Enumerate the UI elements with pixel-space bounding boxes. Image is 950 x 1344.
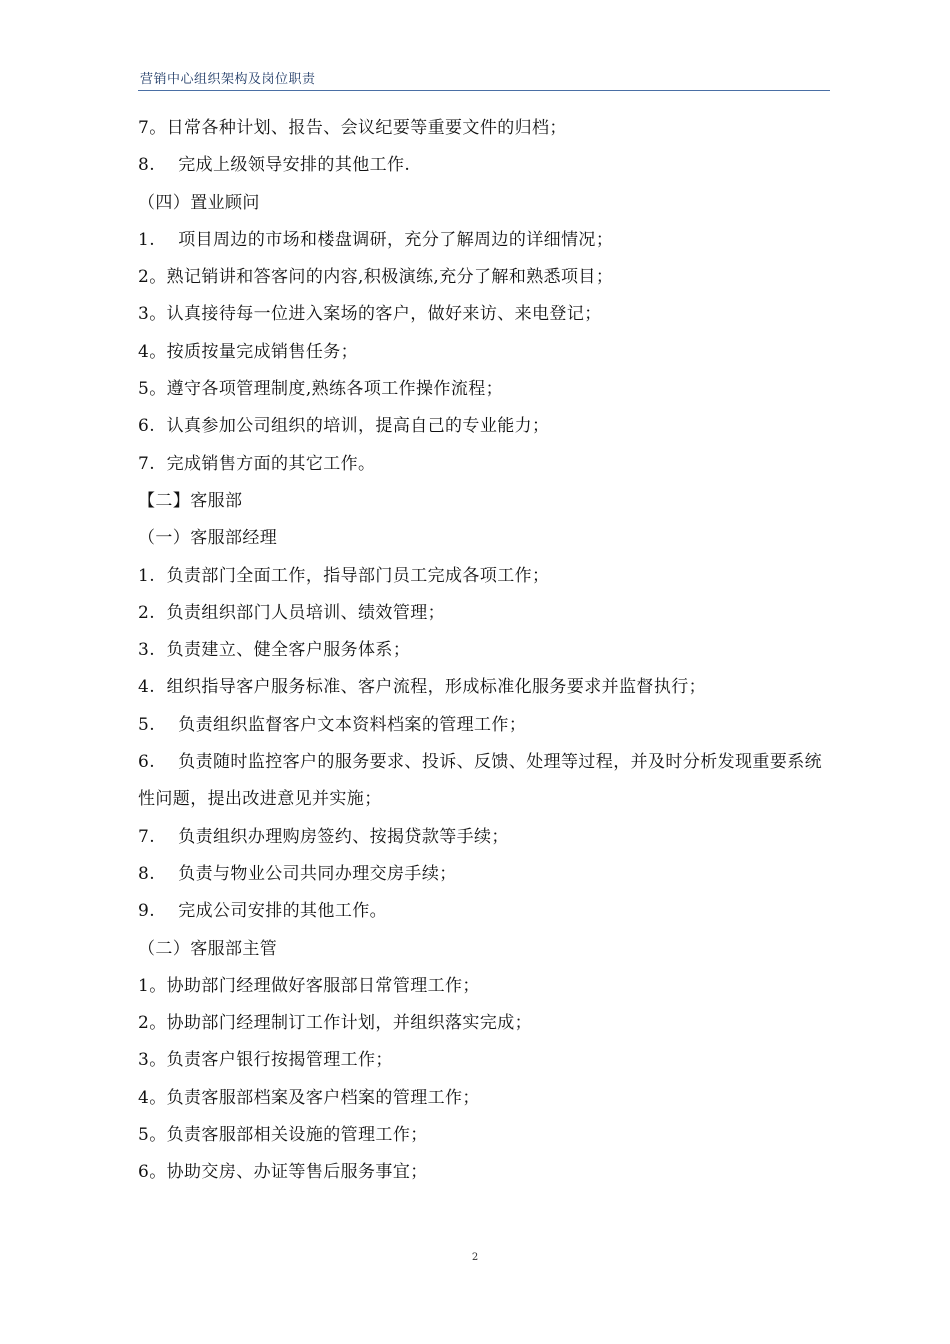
section-subheading: （四）置业顾问: [138, 192, 260, 213]
text-line: 4。负责客服部档案及客户档案的管理工作；: [138, 1087, 480, 1108]
text-line: 5。遵守各项管理制度,熟练各项工作操作流程；: [138, 379, 504, 400]
text-line-wrapped: 6. 负责随时监控客户的服务要求、投诉、反馈、处理等过程，并及时分析发现重要系统性问题，提出改进意见并实施；: [138, 752, 823, 810]
header-title: 营销中心组织架构及岗位职责: [140, 72, 316, 87]
text-line: 7. 完成销售方面的其它工作。: [138, 453, 376, 474]
text-line: 2。熟记销讲和答客问的内容,积极演练,充分了解和熟悉项目；: [138, 267, 614, 288]
page-number: 2: [471, 1252, 479, 1263]
text-line: 8. 完成上级领导安排的其他工作.: [138, 155, 411, 176]
text-line: 3. 负责建立、健全客户服务体系；: [138, 640, 411, 661]
text-line: 1. 项目周边的市场和楼盘调研，充分了解周边的详细情况；: [138, 229, 614, 250]
section-heading: 【二】客服部: [138, 490, 243, 511]
text-line: 9. 完成公司安排的其他工作。: [138, 901, 388, 922]
text-line: 2. 负责组织部门人员培训、绩效管理；: [138, 602, 446, 623]
section-subheading: （二）客服部主管: [138, 938, 278, 959]
text-line: 5. 负责组织监督客户文本资料档案的管理工作；: [138, 714, 527, 735]
text-line: 1. 负责部门全面工作，指导部门员工完成各项工作；: [138, 565, 550, 586]
page-header: [138, 72, 830, 91]
text-line: 1。协助部门经理做好客服部日常管理工作；: [138, 975, 480, 996]
text-line: 2。协助部门经理制订工作计划，并组织落实完成；: [138, 1013, 533, 1034]
text-line: 8. 负责与物业公司共同办理交房手续；: [138, 863, 457, 884]
text-line: 7. 负责组织办理购房签约、按揭贷款等手续；: [138, 826, 509, 847]
text-line: 3。负责客户银行按揭管理工作；: [138, 1050, 393, 1071]
text-line: 4. 组织指导客户服务标准、客户流程，形成标准化服务要求并监督执行；: [138, 677, 707, 698]
text-line: 7。日常各种计划、报告、会议纪要等重要文件的归档；: [138, 118, 567, 138]
text-line: 3。认真接待每一位进入案场的客户，做好来访、来电登记；: [138, 304, 602, 325]
document-body: [138, 110, 838, 1192]
text-line: 6。协助交房、办证等售后服务事宜；: [138, 1162, 428, 1183]
section-subheading: （一）客服部经理: [138, 528, 278, 549]
text-line: 5。负责客服部相关设施的管理工作；: [138, 1125, 428, 1146]
text-line: 4。按质按量完成销售任务；: [138, 341, 359, 362]
text-line: 6. 认真参加公司组织的培训，提高自己的专业能力；: [138, 416, 550, 437]
